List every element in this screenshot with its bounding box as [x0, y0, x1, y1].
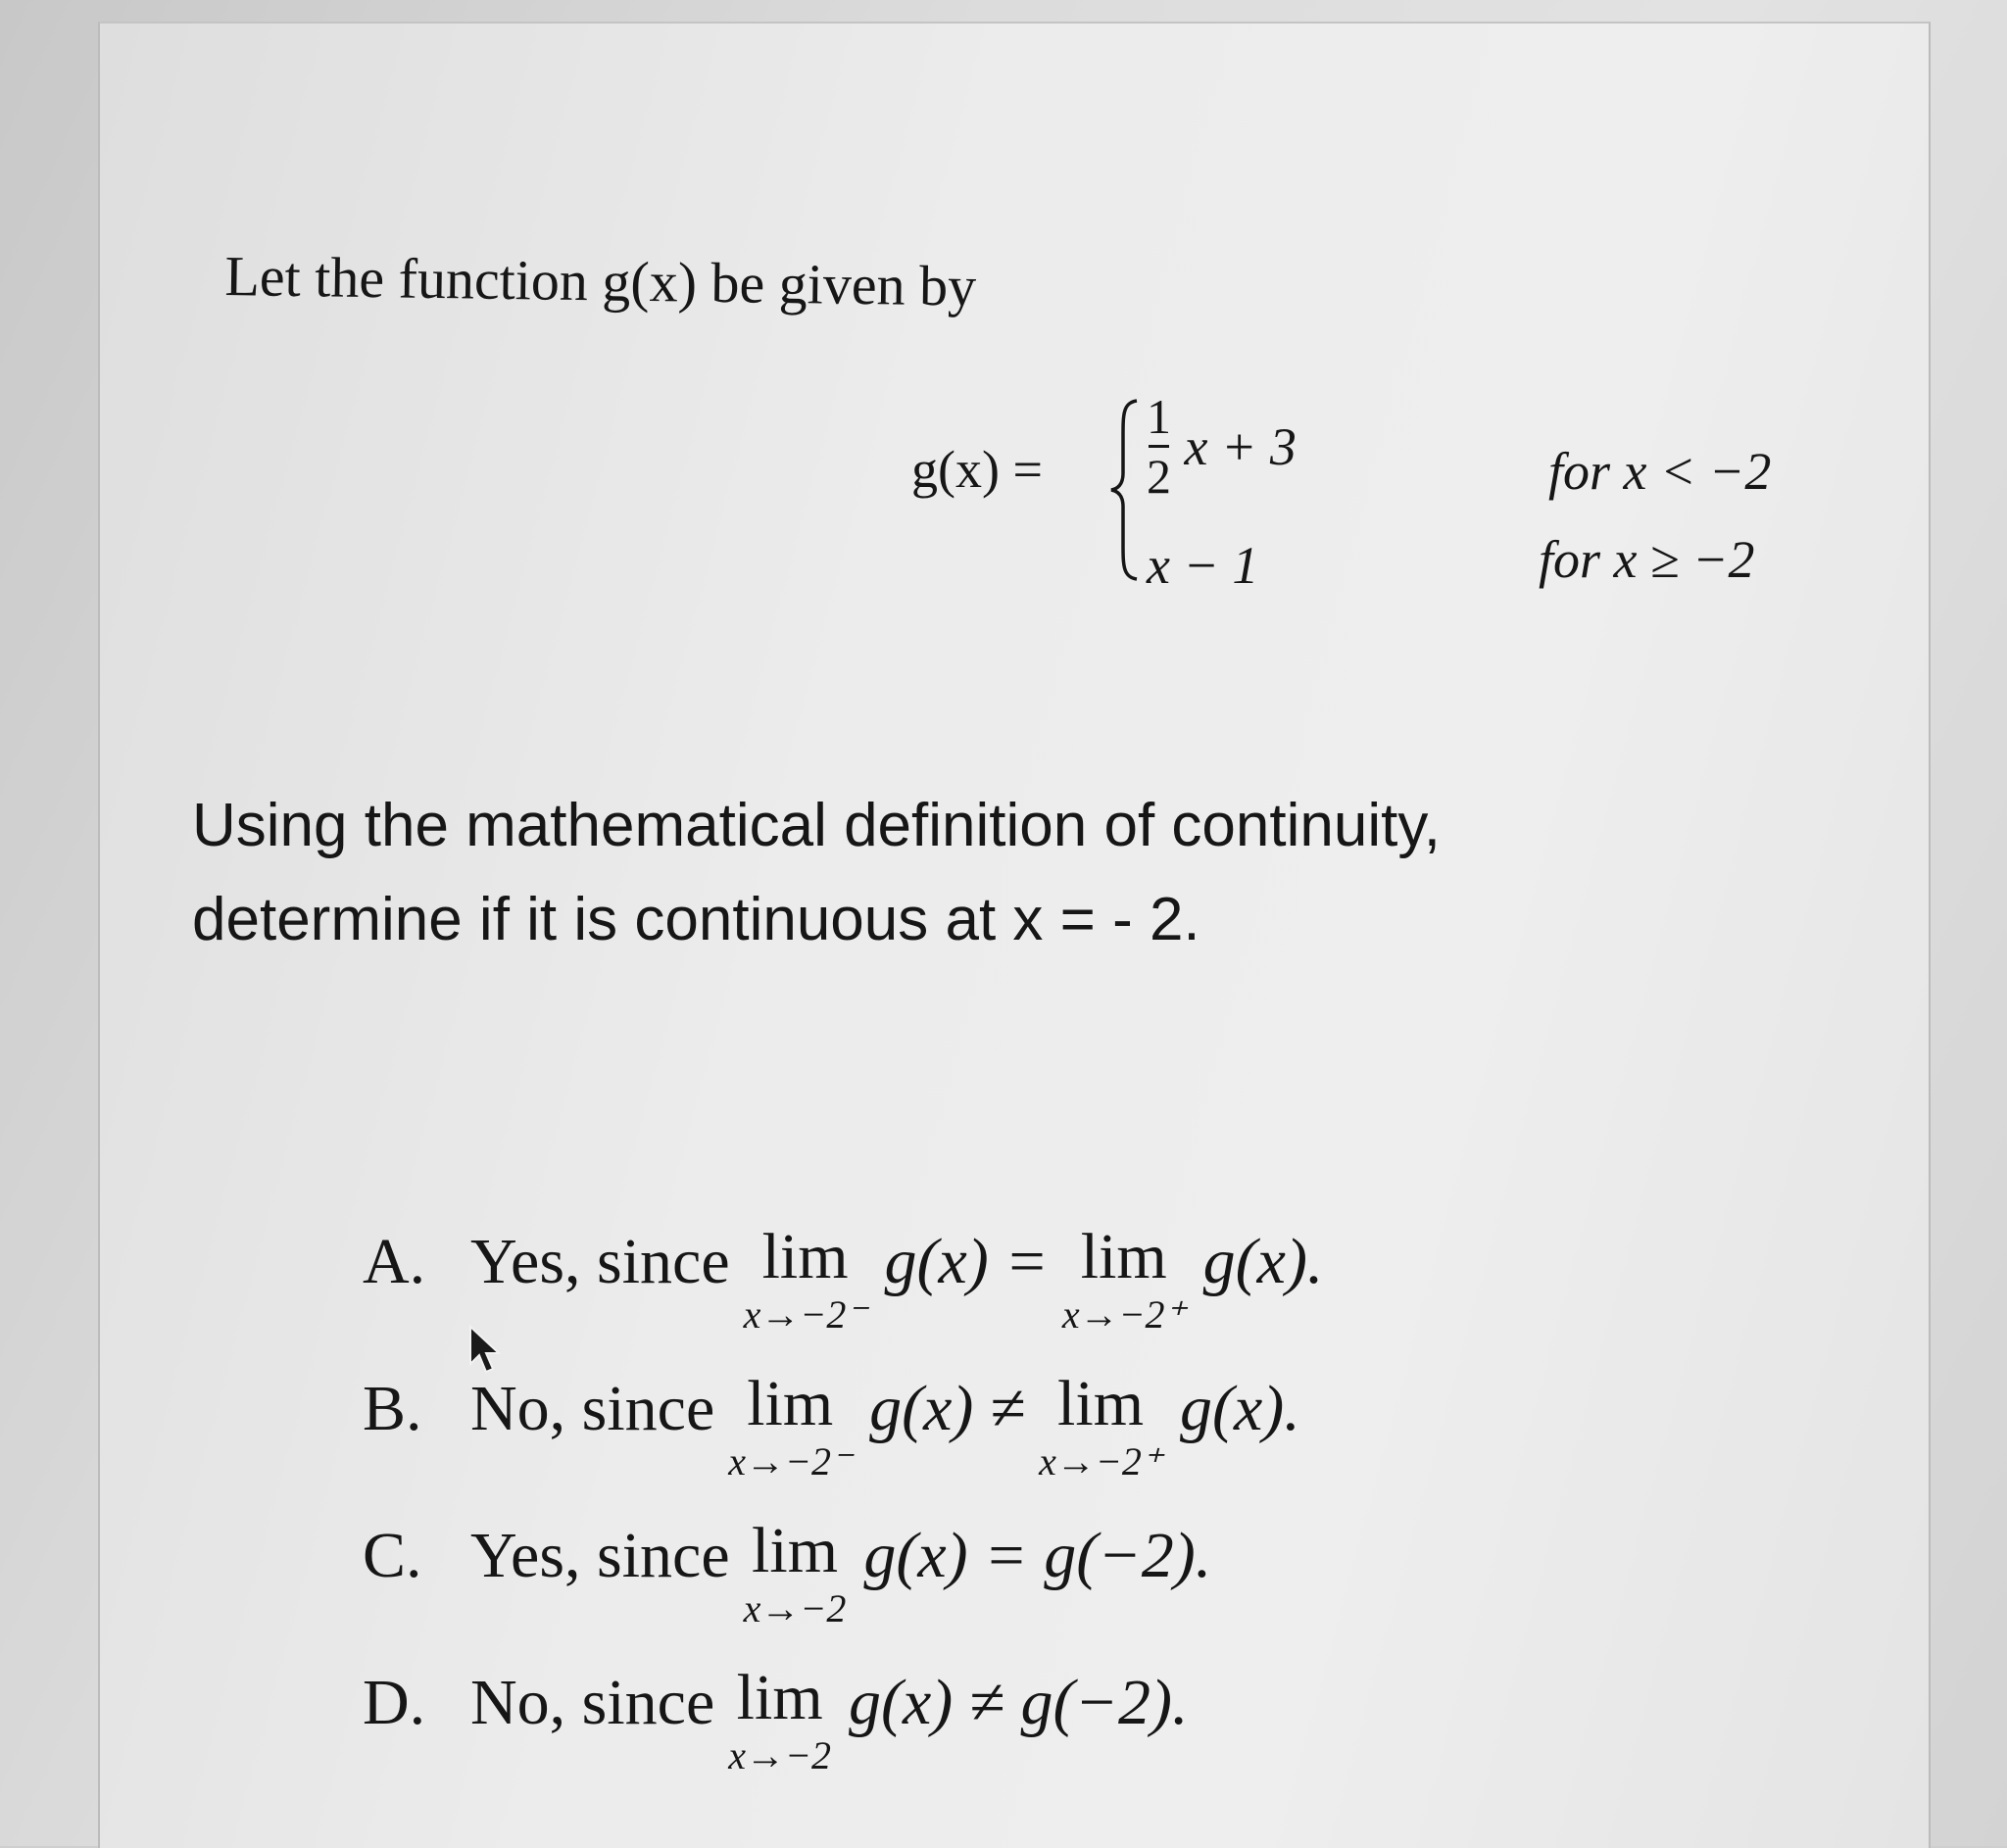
lim-word: lim [1080, 1221, 1167, 1292]
case-2-expression: x − 1 [1147, 535, 1259, 595]
limit-two-sided [743, 1515, 847, 1630]
choice-middle: g(x) = [884, 1226, 1049, 1297]
choice-letter: A. [363, 1226, 426, 1297]
choice-prefix: No, since [470, 1373, 715, 1444]
lim-subscript: x→−2⁻ [728, 1439, 853, 1483]
lim-subscript: x→−2 [743, 1586, 847, 1630]
choice-suffix: g(x). [1179, 1373, 1300, 1444]
choice-c[interactable] [363, 1515, 1212, 1646]
fraction-denominator: 2 [1147, 449, 1171, 504]
choice-d[interactable] [363, 1662, 1189, 1793]
choice-suffix: g(x) ≠ g(−2). [849, 1667, 1189, 1738]
fraction-numerator: 1 [1147, 389, 1171, 444]
function-lhs: g(x) = [911, 440, 1043, 499]
piecewise-definition [911, 389, 1772, 595]
lim-subscript: x→−2⁻ [743, 1292, 867, 1337]
case-2 [1147, 529, 1258, 596]
lim-word: lim [761, 1221, 849, 1292]
choice-b[interactable] [363, 1368, 1300, 1499]
limit-two-sided [728, 1662, 832, 1777]
choice-prefix: Yes, since [470, 1520, 730, 1591]
case-1-condition: for x < −2 [1548, 442, 1772, 501]
choice-letter: C. [363, 1520, 422, 1591]
mouse-pointer-icon [466, 1325, 506, 1376]
lim-subscript: x→−2⁺ [1039, 1439, 1162, 1483]
fraction-one-half [1147, 389, 1171, 504]
choice-letter: D. [363, 1667, 426, 1738]
question-line-1: Using the mathematical definition of continuity, [192, 792, 1441, 859]
choice-middle: g(x) ≠ [869, 1373, 1026, 1444]
choice-suffix: g(x) = g(−2). [863, 1520, 1212, 1591]
lim-word: lim [736, 1662, 823, 1733]
choice-prefix: No, since [470, 1667, 715, 1738]
question-text [192, 779, 1441, 967]
case-1-expression: x + 3 [1184, 416, 1297, 476]
choice-suffix: g(x). [1202, 1226, 1324, 1297]
lim-word: lim [1057, 1368, 1145, 1439]
lim-subscript: x→−2⁺ [1061, 1292, 1186, 1337]
lim-word: lim [752, 1515, 839, 1586]
question-line-2: determine if it is continuous at x = - 2. [192, 886, 1200, 953]
limit-right [1039, 1368, 1162, 1483]
lim-word: lim [747, 1368, 834, 1439]
intro-text: Let the function g(x) be given by [224, 243, 977, 318]
limit-left [743, 1221, 867, 1337]
case-2-condition: for x ≥ −2 [1539, 530, 1755, 589]
choice-a[interactable] [363, 1221, 1324, 1352]
limit-right [1061, 1221, 1186, 1337]
limit-left [728, 1368, 853, 1483]
lim-subscript: x→−2 [728, 1733, 832, 1777]
choice-prefix: Yes, since [470, 1226, 730, 1297]
left-brace [1107, 397, 1143, 583]
choice-letter: B. [363, 1373, 422, 1444]
case-1 [1147, 389, 1297, 504]
